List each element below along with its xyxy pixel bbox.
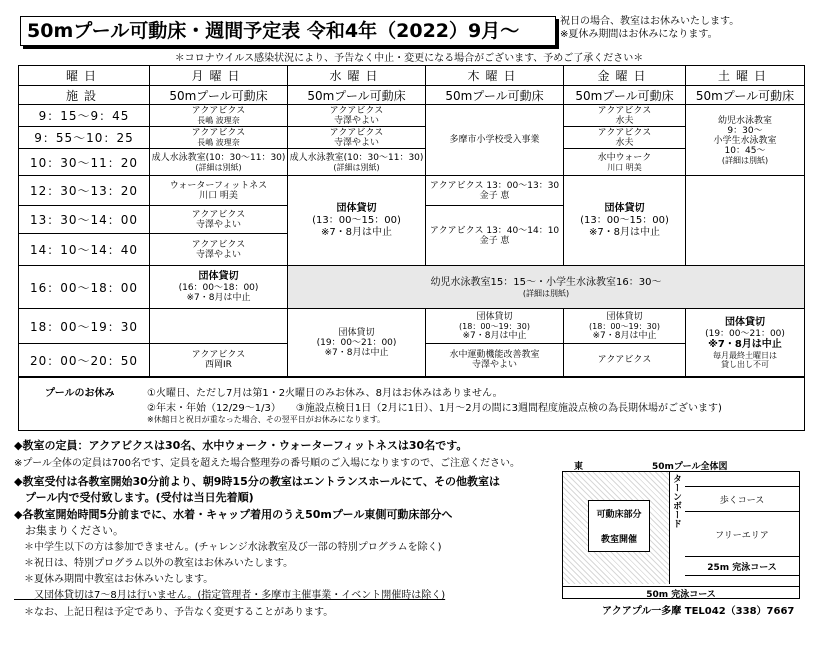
- movable-label: 可動床部分: [596, 510, 642, 520]
- class-name: アクアビクス: [191, 239, 246, 250]
- instructor: 川口 明美: [607, 162, 642, 172]
- closure-label: プールのお休み: [45, 388, 115, 399]
- diagram-title: 50mプール全体図: [652, 462, 728, 472]
- info-line: プール内で受付致します。(受付は当日先着順): [14, 491, 254, 504]
- facility-thu: 50mプール可動床: [426, 86, 564, 105]
- class-time: 10：45～: [724, 145, 766, 156]
- instructor: 寺澤やよい: [195, 249, 241, 260]
- fri-slot-rental: [564, 176, 686, 266]
- day-header-fri: 金曜日: [564, 66, 686, 86]
- lane-50m: 50m 完泳コース: [563, 586, 799, 599]
- instructor: 寺澤やよい: [333, 137, 379, 148]
- time-slot: 20：00～20：50: [19, 344, 150, 376]
- mon-slot-5: [150, 206, 288, 234]
- wed-slot-1: [288, 105, 426, 127]
- wed-slot-2: [288, 127, 426, 149]
- class-name: 団体貸切: [725, 316, 765, 328]
- class-name: アクアビクス: [597, 127, 652, 138]
- facility-sat: 50mプール可動床: [686, 86, 804, 105]
- movable-floor-box: [588, 500, 650, 552]
- info-line: ◆各教室開始時間5分前までに、水着・キャップ着用のうえ50mプール東側可動床部分へ: [14, 508, 453, 521]
- class-name: 小学生水泳教室: [713, 135, 777, 146]
- class-time: (19：00～21：00): [705, 328, 785, 339]
- info-line: 又団体貸切は7～8月は行いません。(指定管理者・多摩市主催事業・イベント開催時は除く): [14, 590, 446, 601]
- class-note: ※7・8月は中止: [708, 338, 782, 350]
- class-detail: (詳細は別紙): [195, 162, 242, 172]
- info-line: ＊なお、上記日程は予定であり、予告なく変更することがあります。: [14, 607, 334, 618]
- time-slot: 9：15～9：45: [19, 105, 150, 127]
- kids-swim-span: [288, 266, 804, 309]
- class-name: アクアビクス: [191, 350, 246, 360]
- closure-line: ②年末・年始（12/29～1/3） ③施設点検日1日（2月に1日）、1月～2月の間に3週間程度施設点検の為長期休場がございます): [147, 403, 722, 414]
- class-note: ※7・8月は中止: [588, 226, 661, 238]
- class-name: ウォーターフィットネス: [169, 180, 268, 191]
- mon-slot-1: [150, 105, 288, 127]
- page-title: 50mプール可動床・週間予定表 令和4年（2022）9月～: [20, 16, 556, 46]
- closure-line: ※休館日と祝日が重なった場合、その翌平日がお休みになります。: [147, 415, 386, 424]
- instructor: 金子 恵: [479, 190, 510, 201]
- class-detail: (詳細は別紙): [522, 288, 570, 298]
- class-name: 成人水泳教室(10：30～11：30): [289, 152, 424, 163]
- instructor: 長嶋 波理奈: [197, 138, 240, 147]
- class-name: アクアビクス: [191, 209, 246, 220]
- day-header-mon: 月曜日: [150, 66, 288, 86]
- class-name: 水中ウォーク: [597, 152, 652, 163]
- time-slot: 13：30～14：00: [19, 206, 150, 234]
- mon-slot-2: [150, 127, 288, 149]
- thu-slot-9: [426, 344, 564, 376]
- class-note: ※7・8月は中止: [320, 226, 393, 238]
- thu-slot-4: [426, 176, 564, 206]
- thu-slot-5: [426, 206, 564, 266]
- mon-slot-9: [150, 344, 288, 376]
- fri-slot-3: [564, 149, 686, 176]
- class-name: 幼児水泳教室: [717, 115, 772, 126]
- class-note: ※7・8月は中止: [462, 330, 527, 341]
- class-name: 団体貸切: [336, 202, 377, 214]
- covid-notice: ＊コロナウイルス感染状況により、予告なく中止・変更になる場合がございます、予めご了承ください＊: [174, 53, 644, 64]
- instructor: 水夫: [615, 115, 634, 126]
- info-line: お集まりください。: [14, 524, 124, 537]
- time-slot: 14：10～14：40: [19, 234, 150, 266]
- wed-slot-evening: [288, 309, 426, 376]
- class-name: アクアビクス: [191, 106, 246, 116]
- info-line: ※プール全体の定員は700名です、定員を超えた場合整理券の番号順のご入場になりますので、ご注意ください。: [14, 458, 520, 469]
- class-time: 9：30～: [727, 125, 763, 136]
- instructor: 寺澤やよい: [195, 219, 241, 230]
- closure-line: ①火曜日、ただし7月は第1・2火曜日のみお休み、8月はお休みはありません。: [147, 388, 503, 399]
- title-note: [560, 15, 739, 41]
- class-note: ※7・8月は中止: [592, 330, 657, 341]
- class-name: 水中運動機能改善教室: [449, 350, 540, 360]
- fri-slot-2: [564, 127, 686, 149]
- instructor: 長嶋 波理奈: [197, 116, 240, 125]
- class-note: 毎月最終土曜日は: [713, 350, 777, 360]
- mon-slot-8: [150, 309, 288, 344]
- class-time: (18：00～19：30): [459, 321, 530, 331]
- class-name: 幼児水泳教室15：15～・小学生水泳教室16：30～: [430, 276, 662, 288]
- title-note-line: ※夏休み期間はお休みになります。: [560, 29, 718, 40]
- day-header-thu: 木曜日: [426, 66, 564, 86]
- mon-slot-7: [150, 266, 288, 309]
- fri-slot-8: [564, 309, 686, 344]
- closure-notes: [18, 377, 805, 431]
- class-name: 団体貸切: [476, 311, 513, 322]
- thu-slot-8: [426, 309, 564, 344]
- class-open-label: 教室開催: [600, 535, 637, 545]
- mon-slot-4: [150, 176, 288, 206]
- time-slot: 12：30～13：20: [19, 176, 150, 206]
- class-detail: (詳細は別紙): [721, 155, 769, 165]
- class-time: (19：00～21：00): [316, 337, 397, 348]
- fri-slot-1: [564, 105, 686, 127]
- facility-label: 施設: [19, 86, 150, 105]
- time-slot: 9：55～10：25: [19, 127, 150, 149]
- lane-walk: 歩くコース: [685, 486, 799, 512]
- wed-slot-3: [288, 149, 426, 176]
- fri-slot-9: [564, 344, 686, 376]
- title-note-line: 祝日の場合、教室はお休みいたします。: [560, 16, 740, 27]
- class-name: 団体貸切: [338, 327, 375, 338]
- sat-slot-morning: [686, 105, 804, 176]
- schedule-table: [18, 65, 805, 377]
- class-name: アクアビクス 13：00～13：30: [429, 180, 560, 191]
- info-line: ＊中学生以下の方は参加できません。(チャレンジ水泳教室及び一部の特別プログラムを除く): [14, 542, 442, 553]
- class-name: アクアビクス: [329, 105, 384, 116]
- class-name: 団体貸切: [604, 202, 645, 214]
- turnboard-label: ターンボード: [671, 474, 681, 528]
- class-name: 成人水泳教室(10：30～11：30): [151, 152, 286, 163]
- instructor: 金子 恵: [479, 235, 510, 246]
- instructor: 西岡IR: [205, 360, 232, 370]
- info-line: ＊祝日は、特別プログラム以外の教室はお休みいたします。: [14, 558, 294, 569]
- instructor: 水夫: [615, 137, 634, 148]
- day-header-wed: 水曜日: [288, 66, 426, 86]
- pool-outline: [562, 471, 800, 599]
- mon-slot-6: [150, 234, 288, 266]
- instructor: 川口 明美: [199, 190, 238, 201]
- class-time: (18：00～19：30): [589, 321, 660, 331]
- instructor: 寺澤やよい: [333, 115, 379, 126]
- lane-free: フリーエリア: [715, 530, 769, 541]
- class-note: ※7・8月は中止: [324, 347, 389, 358]
- info-line: ＊夏休み期間中教室はお休みいたします。: [14, 574, 214, 585]
- footer-contact: アクアプル一多摩 TEL042（338）7667: [602, 606, 795, 617]
- time-slot: 16：00～18：00: [19, 266, 150, 309]
- info-line: ◆教室の定員：アクアビクスは30名、水中ウォーク・ウォーターフィットネスは30名です。: [14, 439, 468, 452]
- class-note: ※7・8月は中止: [186, 293, 251, 303]
- day-header-label: 曜日: [19, 66, 150, 86]
- class-name: 団体貸切: [606, 311, 643, 322]
- class-name: アクアビクス 13：40～14：10: [429, 225, 560, 236]
- class-name: アクアビクス: [597, 355, 652, 365]
- class-name: アクアビクス: [597, 105, 652, 116]
- east-label: 東: [574, 462, 584, 472]
- time-slot: 10：30～11：20: [19, 149, 150, 176]
- class-note: 貸し出し不可: [721, 359, 769, 369]
- class-name: 多摩市小学校受入事業: [449, 135, 540, 145]
- sat-slot-evening: [686, 309, 804, 376]
- time-slot: 18：00～19：30: [19, 309, 150, 344]
- wed-slot-rental: [288, 176, 426, 266]
- facility-mon: 50mプール可動床: [150, 86, 288, 105]
- sat-slot-empty: [686, 176, 804, 266]
- class-name: アクアビクス: [191, 128, 246, 138]
- class-time: (13：00～15：00): [312, 214, 401, 226]
- class-name: 団体貸切: [198, 271, 239, 282]
- facility-wed: 50mプール可動床: [288, 86, 426, 105]
- class-time: (16：00～18：00): [178, 283, 259, 293]
- info-line: ◆教室受付は各教室開始30分前より、朝9時15分の教室はエントランスホールにて、その他教室は: [14, 475, 500, 488]
- facility-fri: 50mプール可動床: [564, 86, 686, 105]
- class-detail: (詳細は別紙): [333, 162, 380, 172]
- thu-slot-school: [426, 105, 564, 176]
- lane-25m: 25m 完泳コース: [685, 556, 799, 576]
- mon-slot-3: [150, 149, 288, 176]
- instructor: 寺澤やよい: [471, 360, 517, 370]
- day-header-sat: 土曜日: [686, 66, 804, 86]
- class-time: (13：00～15：00): [580, 214, 669, 226]
- class-name: アクアビクス: [329, 127, 384, 138]
